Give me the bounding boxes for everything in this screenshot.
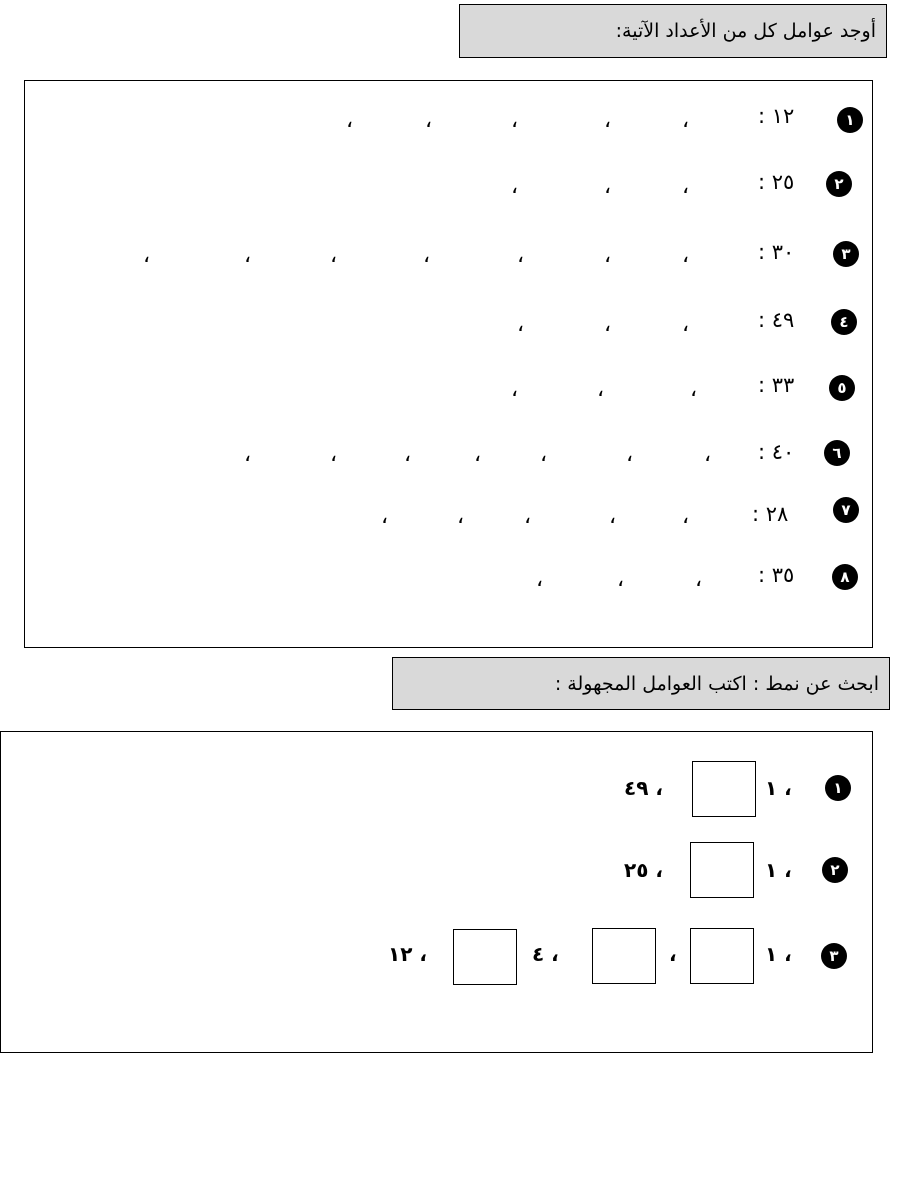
item-number: : ٣٣ (758, 373, 795, 397)
given-factor: ١ ، (765, 942, 792, 966)
item-number: : ٤٠ (758, 440, 795, 464)
given-factor: ٤٩ ، (624, 776, 663, 800)
item-badge: ٣ (833, 241, 859, 267)
answer-separator: ، (626, 442, 634, 467)
answer-separator: ، (609, 504, 617, 529)
answer-separator: ، (690, 377, 698, 402)
answer-separator: ، (604, 243, 612, 268)
answer-separator: ، (511, 174, 519, 199)
answer-separator: ، (524, 504, 532, 529)
answer-separator: ، (330, 442, 338, 467)
answer-separator: ، (330, 243, 338, 268)
item-badge: ٣ (821, 943, 847, 969)
answer-separator: ، (511, 377, 519, 402)
given-factor: ١٢ ، (388, 942, 427, 966)
separator: ، (669, 942, 677, 966)
item-badge: ٨ (832, 564, 858, 590)
answer-separator: ، (536, 567, 544, 592)
item-badge: ٦ (824, 440, 850, 466)
item-badge: ١ (825, 775, 851, 801)
section1-title-box (459, 4, 887, 58)
factors-exercise-box (24, 80, 873, 648)
answer-separator: ، (597, 377, 605, 402)
answer-separator: ، (143, 243, 151, 268)
answer-separator: ، (517, 243, 525, 268)
answer-separator: ، (617, 567, 625, 592)
item-badge: ٥ (829, 375, 855, 401)
answer-separator: ، (682, 174, 690, 199)
answer-separator: ، (511, 108, 519, 133)
answer-separator: ، (425, 108, 433, 133)
item-number: : ٢٨ (752, 502, 789, 526)
item-badge: ٢ (822, 857, 848, 883)
item-number: : ٣٠ (758, 240, 795, 264)
answer-separator: ، (604, 108, 612, 133)
answer-separator: ، (682, 243, 690, 268)
item-badge: ٢ (826, 171, 852, 197)
item-number: : ٣٥ (758, 563, 795, 587)
given-factor: ١ ، (765, 858, 792, 882)
answer-separator: ، (457, 504, 465, 529)
answer-separator: ، (346, 108, 354, 133)
answer-separator: ، (423, 243, 431, 268)
answer-separator: ، (404, 442, 412, 467)
answer-separator: ، (704, 442, 712, 467)
answer-separator: ، (682, 108, 690, 133)
answer-separator: ، (540, 442, 548, 467)
answer-separator: ، (682, 312, 690, 337)
answer-blank[interactable] (690, 928, 754, 984)
answer-separator: ، (604, 312, 612, 337)
given-factor: ٤ ، (532, 942, 559, 966)
item-badge: ٤ (831, 309, 857, 335)
given-factor: ١ ، (765, 776, 792, 800)
answer-separator: ، (474, 442, 482, 467)
answer-separator: ، (682, 504, 690, 529)
answer-separator: ، (244, 442, 252, 467)
answer-separator: ، (695, 567, 703, 592)
item-number: : ١٢ (758, 104, 795, 128)
answer-blank[interactable] (592, 928, 656, 984)
answer-separator: ، (604, 174, 612, 199)
item-number: : ٢٥ (758, 170, 795, 194)
section2-title-box (392, 657, 890, 710)
item-number: : ٤٩ (758, 308, 795, 332)
answer-separator: ، (244, 243, 252, 268)
section1-title: أوجد عوامل كل من الأعداد الآتية: (615, 20, 876, 42)
given-factor: ٢٥ ، (624, 858, 663, 882)
answer-blank[interactable] (453, 929, 517, 985)
answer-blank[interactable] (692, 761, 756, 817)
item-badge: ٧ (833, 497, 859, 523)
answer-separator: ، (381, 504, 389, 529)
item-badge: ١ (837, 107, 863, 133)
section2-title: ابحث عن نمط : اكتب العوامل المجهولة : (554, 672, 879, 695)
answer-separator: ، (517, 312, 525, 337)
answer-blank[interactable] (690, 842, 754, 898)
